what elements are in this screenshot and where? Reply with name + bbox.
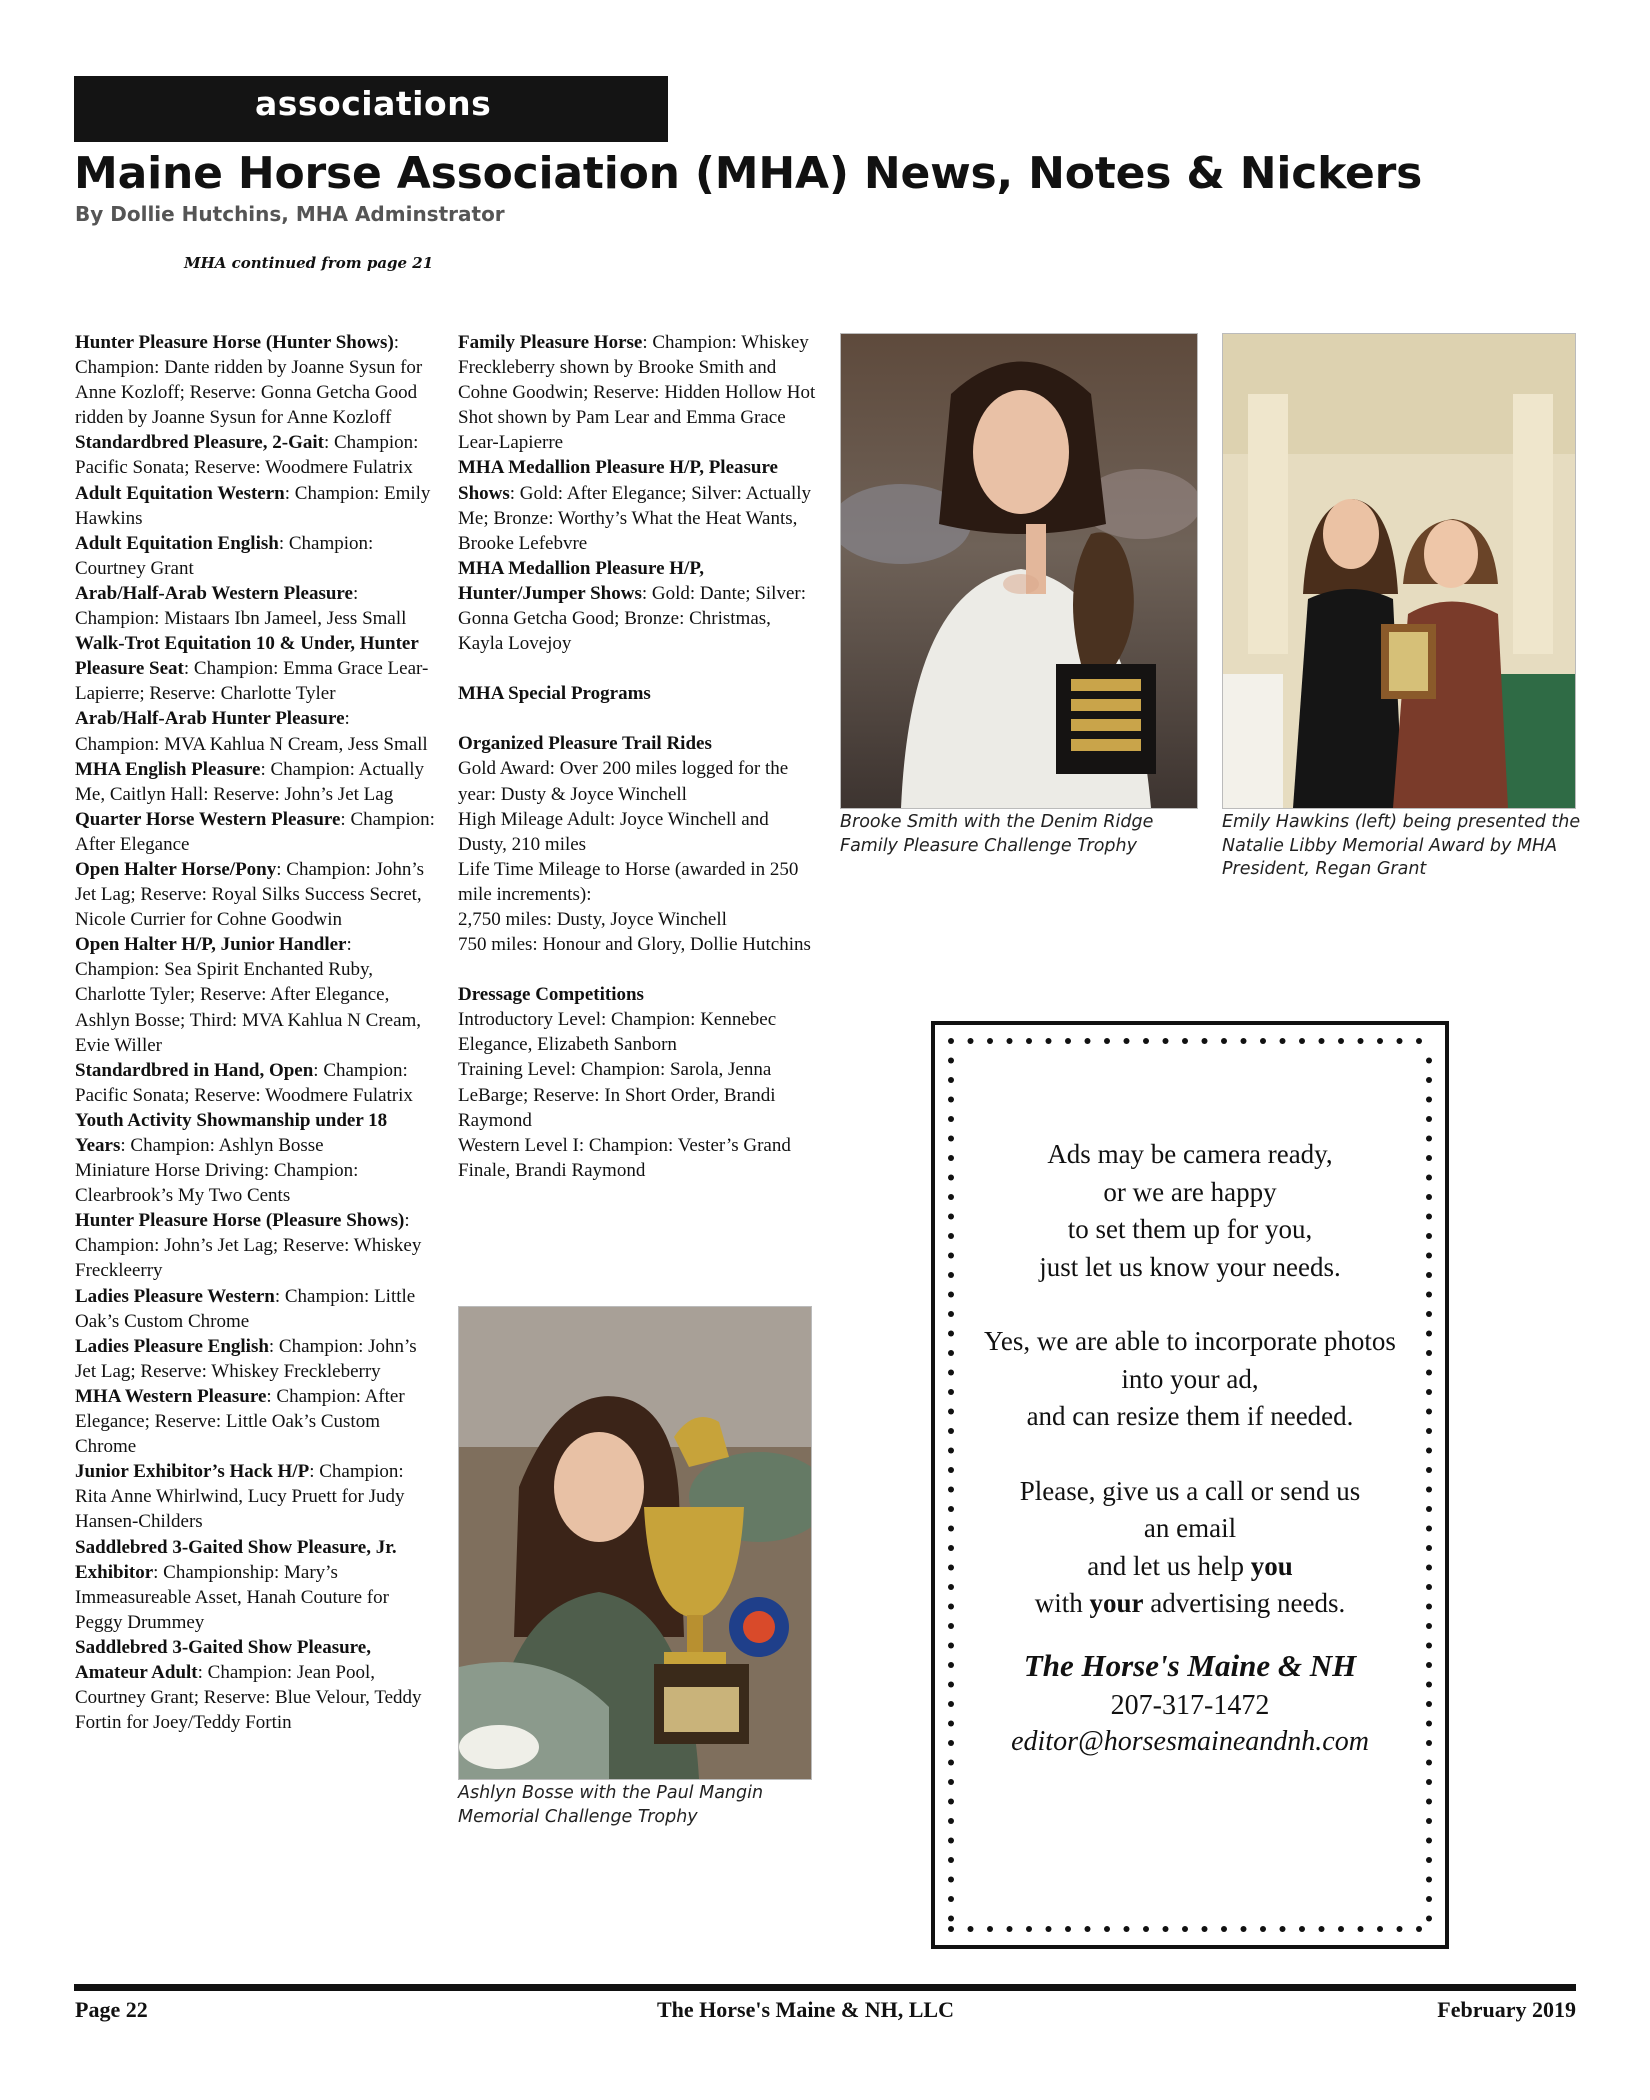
- ad-line: an email: [1143, 1513, 1237, 1543]
- ad-line: just let us know your needs.: [1039, 1251, 1341, 1282]
- result-title: Open Halter H/P, Junior Handler: [75, 934, 347, 956]
- ad-line: to set them up for you,: [1067, 1214, 1313, 1244]
- result-title: Hunter Pleasure Horse (Pleasure Shows): [75, 1210, 405, 1232]
- result-text: : Gold: Dante; Silver: Gonna Getcha Good; Bronze: Christmas, Kayla Lovejoy: [458, 582, 806, 655]
- result-title: Adult Equitation Western: [75, 482, 285, 504]
- result-entry: [75, 581, 435, 631]
- results-column-1: [75, 330, 435, 1735]
- result-entry: [75, 1208, 435, 1283]
- result-text: : Gold: After Elegance; Silver: Actually Me; Bronze: Worthy’s What the Heat Wants, Brooke Lefebvre: [458, 482, 812, 554]
- result-text: : Champion: John’s Jet Lag; Reserve: Whiskey Freckleerry: [75, 1210, 422, 1282]
- dressage-heading: Dressage Competitions: [458, 984, 644, 1006]
- article-headline: Maine Horse Association (MHA) News, Notes & Nickers: [74, 148, 1423, 199]
- results-column-2: [458, 330, 820, 1183]
- result-title: Saddlebred 3-Gaited Show Pleasure, Amateur Adult: [75, 1636, 371, 1683]
- result-text: : Champion: Ashlyn Bosse: [120, 1135, 324, 1156]
- advertising-box: [931, 1021, 1449, 1949]
- result-title: Saddlebred 3-Gaited Show Pleasure, Jr. Exhibitor: [75, 1536, 397, 1583]
- result-text: Miniature Horse Driving: Champion: Clearbrook’s My Two Cents: [75, 1160, 359, 1207]
- result-text: : Champion: John’s Jet Lag; Reserve: Royal Silks Success Secret, Nicole Currier for Cohne Goodwin: [75, 858, 425, 931]
- result-text: : Champion: MVA Kahlua N Cream, Jess Small: [75, 708, 428, 755]
- result-title: MHA Medallion Pleasure H/P, Hunter/Jumper Shows: [458, 557, 704, 604]
- result-text: : Champion: John’s Jet Lag; Reserve: Whiskey Freckleberry: [75, 1335, 417, 1382]
- ad-message: [935, 1136, 1445, 1623]
- trail-line: Gold Award: Over 200 miles logged for the year: Dusty & Joyce Winchell: [458, 758, 789, 805]
- trail-line: High Mileage Adult: Joyce Winchell and Dusty, 210 miles: [458, 808, 769, 855]
- photo-caption: Brooke Smith with the Denim Ridge Family Pleasure Challenge Trophy: [840, 812, 1154, 856]
- result-entry: [75, 430, 435, 480]
- result-entry: [75, 857, 435, 932]
- ad-line: Yes, we are able to incorporate photos: [984, 1326, 1396, 1356]
- ad-publisher-name: The Horse's Maine & NH: [1023, 1648, 1357, 1683]
- trail-rides-heading: Organized Pleasure Trail Rides: [458, 733, 712, 755]
- page-number: Page 22: [75, 1997, 148, 2022]
- photo-brooke-smith: [840, 333, 1198, 809]
- special-programs-heading: MHA Special Programs: [458, 683, 651, 705]
- result-title: MHA Medallion Pleasure H/P, Pleasure Shows: [458, 457, 778, 504]
- dressage-line: Western Level I: Champion: Vester’s Grand Finale, Brandi Raymond: [458, 1134, 791, 1181]
- result-title: Walk-Trot Equitation 10 & Under, Hunter Pleasure Seat: [75, 633, 419, 680]
- result-text: : Champion: Whiskey Freckleberry shown by Brooke Smith and Cohne Goodwin; Reserve: Hidden Hollow Hot Shot shown by Pam Lear and Emma Grace Lear-Lapierre: [458, 332, 816, 454]
- result-text: : Champion: Little Oak’s Custom Chrome: [75, 1285, 416, 1332]
- footer-rule: [74, 1984, 1576, 1991]
- result-title: Standardbred in Hand, Open: [75, 1059, 314, 1081]
- dressage-line: Training Level: Champion: Sarola, Jenna LeBarge; Reserve: In Short Order, Brandi Raymond: [458, 1059, 776, 1131]
- photo-ashlyn-bosse: [458, 1306, 812, 1780]
- result-text: : Champion: Courtney Grant: [75, 532, 374, 579]
- result-entry: [75, 330, 435, 430]
- dressage-line: Introductory Level: Champion: Kennebec Elegance, Elizabeth Sanborn: [458, 1009, 777, 1056]
- result-entry: [75, 1158, 435, 1208]
- result-text: : Champion: After Elegance: [75, 808, 435, 855]
- result-entry: [75, 1284, 435, 1334]
- result-title: Family Pleasure Horse: [458, 332, 643, 353]
- result-text: : Champion: Mistaars Ibn Jameel, Jess Small: [75, 582, 407, 630]
- trail-line: 750 miles: Honour and Glory, Dollie Hutchins: [458, 934, 811, 956]
- result-text: : Champion: Emma Grace Lear-Lapierre; Reserve: Charlotte Tyler: [75, 658, 429, 705]
- result-text: : Championship: Mary’s Immeasureable Asset, Hanah Couture for Peggy Drummey: [75, 1561, 389, 1633]
- ad-line: Please, give us a call or send us: [1019, 1475, 1361, 1506]
- result-title: Arab/Half-Arab Western Pleasure: [75, 582, 353, 604]
- result-entry: [458, 556, 820, 656]
- result-title: Quarter Horse Western Pleasure: [75, 808, 341, 830]
- article-byline: By Dollie Hutchins, MHA Adminstrator: [75, 202, 505, 226]
- ad-line: with your advertising needs.: [1034, 1588, 1346, 1618]
- ad-line: Ads may be camera ready,: [1047, 1139, 1333, 1169]
- ad-email[interactable]: editor@horsesmaineandnh.com: [1011, 1726, 1369, 1757]
- photo-emily-hawkins: [1222, 333, 1576, 809]
- result-text: : Champion: Sea Spirit Enchanted Ruby, Charlotte Tyler; Reserve: After Elegance, Ashlyn Bosse; Third: MVA Kahlua N Cream, Evie Willer: [75, 934, 422, 1056]
- result-entry: [75, 1535, 435, 1635]
- footer-publisher: The Horse's Maine & NH, LLC: [657, 1997, 954, 2022]
- result-entry: [75, 1459, 435, 1534]
- result-entry: [75, 1108, 435, 1158]
- result-title: Ladies Pleasure English: [75, 1335, 269, 1357]
- result-title: Adult Equitation English: [75, 532, 279, 554]
- result-text: : Champion: Dante ridden by Joanne Sysun for Anne Kozloff; Reserve: Gonna Getcha Good ridden by Joanne Sysun for Anne Kozloff: [75, 332, 423, 429]
- result-entry: [75, 1384, 435, 1459]
- footer-date: February 2019: [1437, 1997, 1576, 2022]
- ad-line: into your ad,: [1121, 1363, 1259, 1394]
- result-title: MHA English Pleasure: [75, 758, 261, 780]
- result-entry: [75, 631, 435, 706]
- result-text: : Champion: Pacific Sonata; Reserve: Woodmere Fulatrix: [75, 432, 419, 479]
- result-entry: [75, 531, 435, 581]
- result-title: Youth Activity Showmanship under 18 Years: [75, 1109, 388, 1156]
- result-entry: [75, 1334, 435, 1384]
- result-entry: [75, 481, 435, 531]
- trail-line: 2,750 miles: Dusty, Joyce Winchell: [458, 908, 727, 930]
- result-title: MHA Western Pleasure: [75, 1385, 267, 1407]
- ad-line: and let us help you: [1087, 1550, 1293, 1581]
- result-entry: [75, 706, 435, 756]
- result-title: Hunter Pleasure Horse (Hunter Shows): [75, 332, 394, 353]
- result-entry: [458, 455, 820, 555]
- ad-line: and can resize them if needed.: [1026, 1401, 1354, 1431]
- result-entry: [75, 757, 435, 807]
- result-text: : Champion: Pacific Sonata; Reserve: Woodmere Fulatrix: [75, 1059, 413, 1106]
- section-label: associations: [255, 84, 492, 123]
- result-text: : Champion: Rita Anne Whirlwind, Lucy Pruett for Judy Hansen-Childers: [75, 1461, 405, 1533]
- ad-phone[interactable]: 207-317-1472: [1110, 1690, 1270, 1721]
- result-title: Junior Exhibitor’s Hack H/P: [75, 1461, 310, 1483]
- result-title: Standardbred Pleasure, 2-Gait: [75, 432, 324, 454]
- result-text: : Champion: After Elegance; Reserve: Little Oak’s Custom Chrome: [75, 1385, 405, 1458]
- result-title: Open Halter Horse/Pony: [75, 858, 277, 880]
- result-entry: [75, 1058, 435, 1108]
- result-entry: [75, 932, 435, 1057]
- trail-line: Life Time Mileage to Horse (awarded in 250 mile increments):: [458, 858, 799, 905]
- result-title: Arab/Half-Arab Hunter Pleasure: [75, 708, 345, 730]
- result-text: : Champion: Jean Pool, Courtney Grant; Reserve: Blue Velour, Teddy Fortin for Joey/Teddy Fortin: [75, 1661, 422, 1734]
- photo-caption: Emily Hawkins (left) being presented the Natalie Libby Memorial Award by MHA President, Regan Grant: [1222, 812, 1581, 879]
- result-text: : Champion: Actually Me, Caitlyn Hall: Reserve: John’s Jet Lag: [75, 758, 425, 805]
- result-entry: [75, 1635, 435, 1735]
- result-entry: [458, 330, 820, 455]
- ad-line: or we are happy: [1103, 1176, 1277, 1207]
- result-entry: [75, 807, 435, 857]
- result-text: : Champion: Emily Hawkins: [75, 482, 431, 529]
- photo-caption: Ashlyn Bosse with the Paul Mangin Memorial Challenge Trophy: [458, 1783, 764, 1827]
- result-title: Ladies Pleasure Western: [75, 1285, 275, 1307]
- continued-note: MHA continued from page 21: [184, 254, 434, 272]
